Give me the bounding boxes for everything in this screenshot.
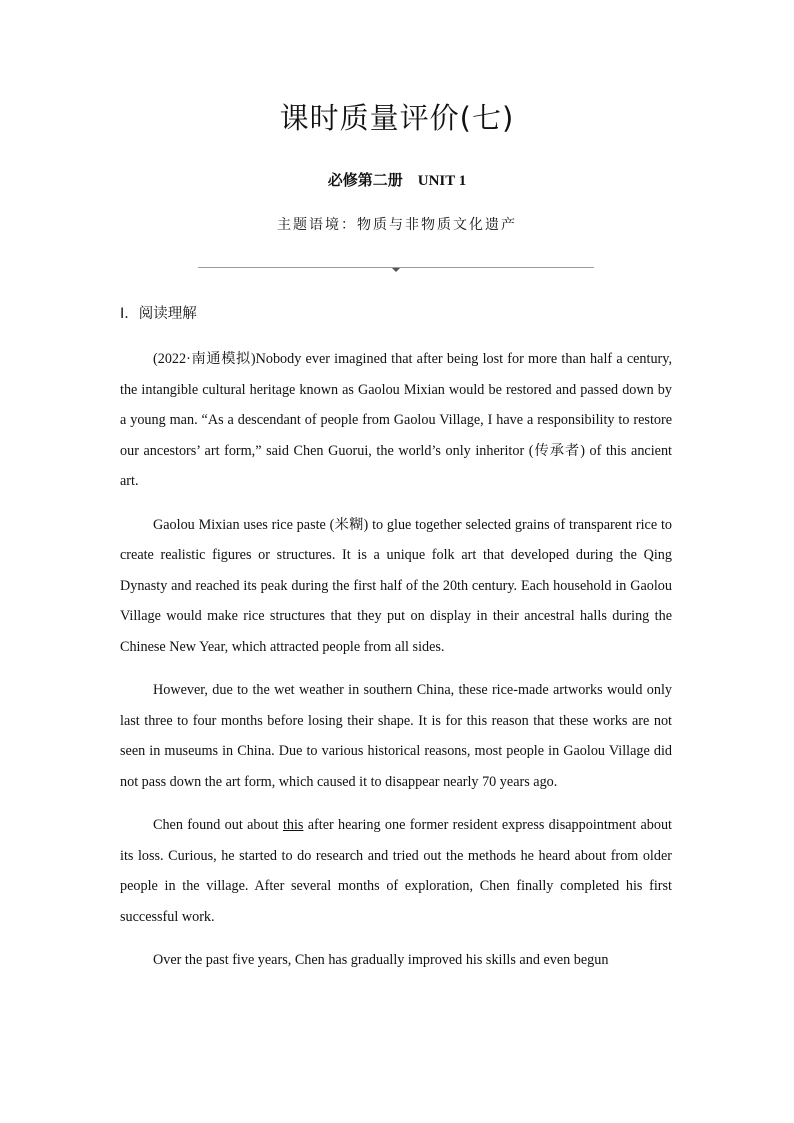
paragraph-4-end: after hearing one former resident express disappointment about its loss. Curious, he started to do research and tried out the methods he heard about from older people in the village. After several months of exploration, Chen finally completed his first successful work. (120, 817, 672, 925)
section-heading: Ⅰ．阅读理解 (120, 306, 197, 322)
reading-passage (120, 344, 672, 989)
paragraph-5: Over the past five years, Chen has gradually improved his skills and even begun (153, 952, 609, 968)
paragraph-2: Gaolou Mixian uses rice paste (米糊) to glue together selected grains of transparent rice to create realistic figures or structures. It is a unique folk art that developed during the Qing Dynasty and reached its peak during the first half of the 20th century. Each household in Gaolou Village would make rice structures that they put on display in their ancestral halls during the Chinese New Year, which attracted people from all sides. (120, 516, 672, 655)
paragraph-1: (2022·南通模拟)Nobody ever imagined that after being lost for more than half a century, the intangible cultural heritage known as Gaolou Mixian would be restored and passed down by a young man. “As a descendant of people from Gaolou Village, I have a responsibility to restore our ancestors’ art form,” said Chen Guorui, the world’s only inheritor (传承者) of this ancient art. (120, 351, 672, 489)
paragraph-4-start: Chen found out about (153, 817, 283, 833)
underlined-word: this (282, 817, 304, 833)
theme-context: 主题语境：物质与非物质文化遗产 (277, 217, 517, 233)
page-title: 课时质量评价(七) (279, 101, 515, 135)
divider-arrow-icon (392, 268, 400, 272)
page-subtitle: 必修第二册 UNIT 1 (327, 173, 467, 189)
paragraph-3: However, due to the wet weather in southern China, these rice-made artworks would only last three to four months before losing their shape. It is for this reason that these works are not seen in museums in China. Due to various historical reasons, most people in Gaolou Village did not pass down the art form, which caused it to disappear nearly 70 years ago. (120, 682, 672, 790)
paragraph-4 (120, 810, 672, 932)
